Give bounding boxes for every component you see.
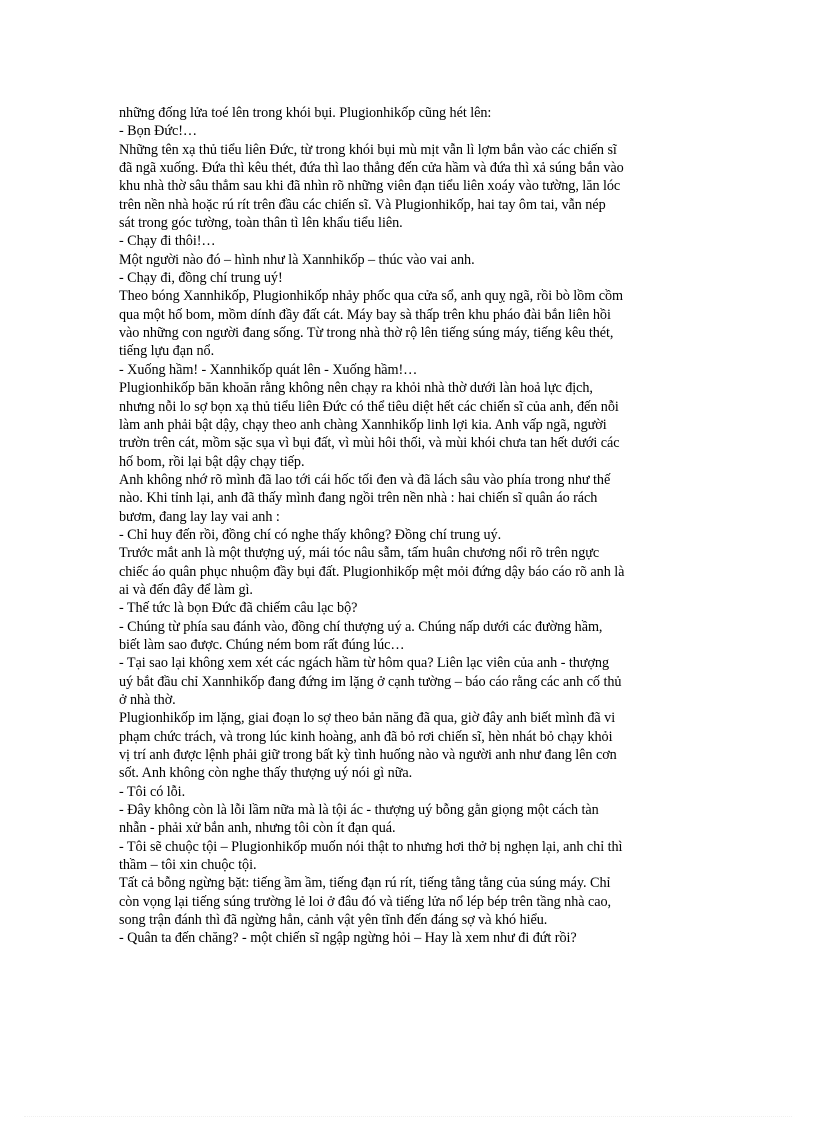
text-line: uý bắt đầu chỉ Xannhikốp đang đứng im lặng ở cạnh tường – báo cáo rằng các anh cố thủ: [119, 673, 622, 690]
text-line: - Tại sao lại không xem xét các ngách hầm từ hôm qua? Liên lạc viên của anh - thượng: [119, 655, 609, 672]
text-line: nào. Khi tỉnh lại, anh đã thấy mình đang ngồi trên nền nhà : hai chiến sĩ quân áo rách: [119, 490, 598, 507]
page-bottom-divider: [24, 1116, 792, 1117]
text-line: nhưng nỗi lo sợ bọn xạ thủ tiểu liên Đức có thể tiêu diệt hết các chiến sĩ của anh, đến nỗi: [119, 398, 619, 415]
text-line: - Thế tức là bọn Đức đã chiếm câu lạc bộ?: [119, 600, 358, 617]
text-line: - Tôi có lỗi.: [119, 783, 186, 800]
text-line: đã ngã xuống. Đứa thì kêu thét, đứa thì lao thẳng đến cửa hầm và đứa thì xả súng bắn vào: [119, 160, 624, 177]
text-line: những đống lửa toé lên trong khói bụi. Plugionhikốp cũng hét lên:: [119, 105, 492, 121]
text-line: phạm chức trách, và trong lúc kinh hoàng, anh đã bỏ rơi chiến sĩ, hèn nhát bỏ chạy khỏi: [119, 728, 613, 745]
text-line: Một người nào đó – hình như là Xannhikốp – thúc vào vai anh.: [119, 251, 475, 268]
text-line: Theo bóng Xannhikốp, Plugionhikốp nhảy phốc qua cửa sổ, anh quỵ ngã, rồi bò lồm cồm: [119, 288, 623, 305]
text-line: chiếc áo quân phục nhuộm đầy bụi đất. Plugionhikốp mệt mỏi đứng dậy báo cáo rõ anh là: [119, 563, 625, 580]
text-line: - Bọn Đức!…: [119, 123, 198, 140]
text-line: Trước mắt anh là một thượng uý, mái tóc nâu sẫm, tấm huân chương nổi rõ trên ngực: [119, 545, 600, 562]
text-line: ở nhà thờ.: [119, 692, 176, 708]
text-line: Anh không nhớ rõ mình đã lao tới cái hốc tối đen và đã lách sâu vào phía trong như thế: [119, 471, 611, 488]
text-line: vào những con người đang sống. Từ trong nhà thờ rộ lên tiếng súng máy, tiếng kêu thét,: [119, 325, 614, 342]
text-line: Tất cả bỗng ngừng bặt: tiếng ầm ầm, tiếng đạn rú rít, tiếng tằng tằng của súng máy. Chỉ: [119, 875, 611, 892]
text-line: còn vọng lại tiếng súng trường lẻ loi ở đâu đó và tiếng lửa nổ lép bép trên tầng nhà cao,: [119, 893, 612, 910]
text-line: sốt. Anh không còn nghe thấy thượng uý nói gì nữa.: [119, 765, 413, 782]
text-line: biết làm sao được. Chúng ném bom rất đúng lúc…: [119, 636, 405, 653]
text-line: sát trong góc tường, toàn thân tì lên khẩu tiểu liên.: [119, 215, 403, 232]
text-line: trườn trên cát, mồm sặc sụa vì bụi đất, vì mùi hôi thối, và mùi khói chưa tan hết dưới các: [119, 435, 620, 452]
text-line: ai và đến đây để làm gì.: [119, 581, 253, 598]
text-line: qua một hố bom, mồm dính đầy đất cát. Máy bay sà thấp trên khu pháo đài bắn liên hồi: [119, 306, 611, 323]
text-line: thầm – tôi xin chuộc tội.: [119, 857, 257, 874]
text-line: - Chạy đi, đồng chí trung uý!: [119, 270, 283, 287]
text-line: nhẫn - phải xử bắn anh, nhưng tôi còn ít đạn quá.: [119, 820, 396, 837]
text-line: - Quân ta đến chăng? - một chiến sĩ ngập ngừng hỏi – Hay là xem như đi đứt rồi?: [119, 930, 577, 947]
text-line: tiếng lựu đạn nổ.: [119, 343, 215, 360]
text-line: - Chỉ huy đến rồi, đồng chí có nghe thấy không? Đồng chí trung uý.: [119, 526, 502, 543]
text-line: song trận đánh thì đã ngừng hẳn, cảnh vật yên tĩnh đến đáng sợ và khó hiểu.: [119, 912, 548, 929]
text-line: - Đây không còn là lỗi lầm nữa mà là tội ác - thượng uý bỗng gằn giọng một cách tàn: [119, 802, 599, 819]
body-text: [119, 104, 697, 948]
text-line: vị trí anh được lệnh phải giữ trong bất kỳ tình huống nào và người anh như đang lên cơn: [119, 747, 617, 764]
text-line: - Chúng từ phía sau đánh vào, đồng chí thượng uý a. Chúng nấp dưới các đường hầm,: [119, 618, 603, 635]
text-line: Những tên xạ thủ tiểu liên Đức, từ trong khói bụi mù mịt vẫn lì lợm bắn vào các chiến sĩ: [119, 141, 617, 158]
text-line: bươm, đang lay lay vai anh :: [119, 508, 280, 525]
text-line: Plugionhikốp im lặng, giai đoạn lo sợ theo bản năng đã qua, giờ đây anh biết mình đã vi: [119, 710, 616, 727]
text-line: khu nhà thờ sâu thẳm sau khi đã nhìn rõ những viên đạn tiểu liên xoáy vào tường, lăn lóc: [119, 178, 621, 195]
text-line: - Chạy đi thôi!…: [119, 233, 216, 250]
text-line: trên nền nhà hoặc rú rít trên đầu các chiến sĩ. Và Plugionhikốp, hai tay ôm tai, vẫn nép: [119, 196, 606, 213]
text-line: hố bom, rồi lại bật dậy chạy tiếp.: [119, 453, 305, 470]
text-line: Plugionhikốp băn khoăn rằng không nên chạy ra khỏi nhà thờ dưới làn hoả lực địch,: [119, 380, 593, 397]
text-line: làm anh phải bật dậy, chạy theo anh chàng Xannhikốp linh lợi kia. Anh vấp ngã, người: [119, 416, 607, 433]
text-line: - Xuống hầm! - Xannhikốp quát lên - Xuống hầm!…: [119, 361, 418, 378]
text-line: - Tôi sẽ chuộc tội – Plugionhikốp muốn nói thật to nhưng hơi thở bị nghẹn lại, anh chỉ thì: [119, 838, 623, 855]
